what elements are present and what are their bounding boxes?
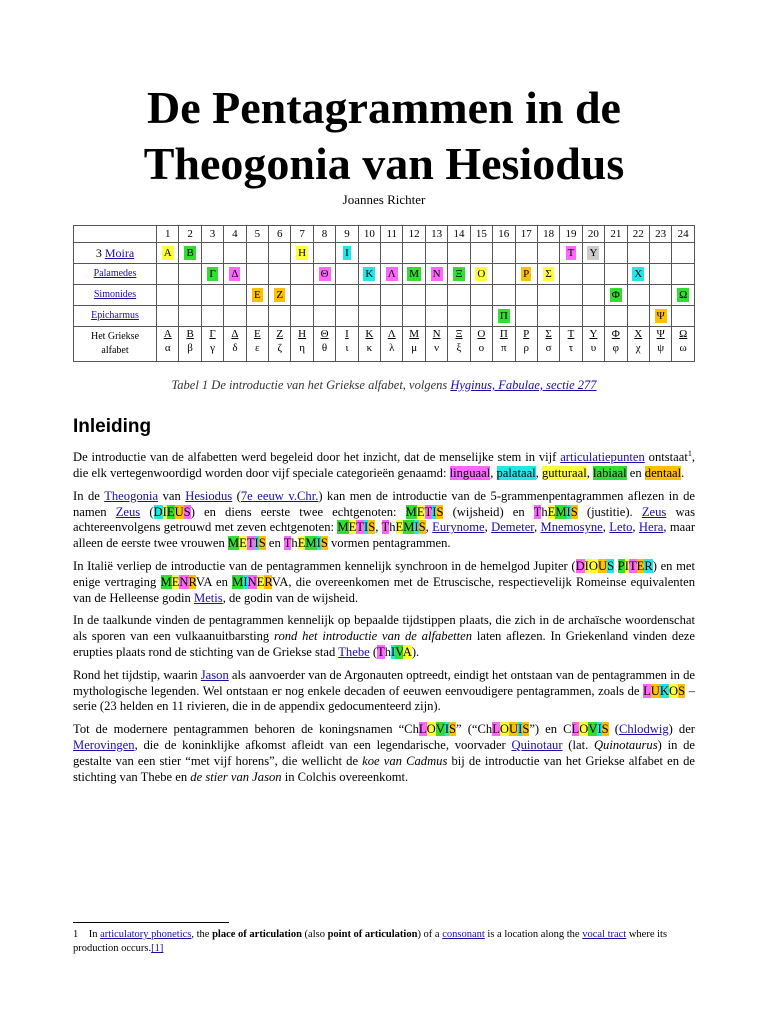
- greek-letter-cell: Ζ ζ: [269, 327, 291, 362]
- table-corner: [74, 226, 157, 243]
- moira-cell: [605, 243, 627, 264]
- col-number: 17: [515, 226, 537, 243]
- col-number: 1: [157, 226, 179, 243]
- epicharmus-cell: [224, 306, 246, 327]
- epicharmus-cell: [672, 306, 695, 327]
- col-number: 23: [649, 226, 671, 243]
- simonides-cell: [179, 285, 201, 306]
- alphabet-table: [73, 225, 695, 362]
- body-text: [73, 446, 695, 792]
- footnote-link-consonant[interactable]: consonant: [442, 929, 485, 940]
- simonides-cell: [560, 285, 582, 306]
- simonides-link[interactable]: Simonides: [93, 289, 137, 300]
- col-number: 13: [425, 226, 447, 243]
- chlodwig-link[interactable]: Chlodwig: [618, 722, 669, 737]
- table-row: [74, 243, 695, 264]
- greek-letter-cell: Θ θ: [313, 327, 335, 362]
- moira-cell: [649, 243, 671, 264]
- col-number: 12: [403, 226, 425, 243]
- eurynome-link[interactable]: Eurynome: [432, 520, 485, 535]
- row-label-epicharmus: [74, 306, 157, 327]
- palamedes-cell: Δ: [224, 264, 246, 285]
- paragraph: In Italië verliep de introductie van de pentagrammen kennelijk synchroon in de hemelgod Jupiter (DIOUS PITER) en met enige vertraging MENRVA en MINERVA, die overeenkomen met de Etruscische, respectievelijk Romeinse equivalenten van de Helleense godin Metis, de godin van de wijsheid.: [73, 558, 695, 605]
- epicharmus-cell: [448, 306, 470, 327]
- palamedes-cell: [157, 264, 179, 285]
- mnemosyne-link[interactable]: Mnemosyne: [540, 520, 603, 535]
- page-title: De Pentagrammen in de Theogonia van Hesiodus: [143, 82, 625, 189]
- epicharmus-cell: [246, 306, 268, 327]
- greek-letter-cell: Λ λ: [381, 327, 403, 362]
- theogonia-link[interactable]: Theogonia: [104, 488, 159, 503]
- palamedes-cell: [582, 264, 604, 285]
- palamedes-cell: [672, 264, 695, 285]
- epicharmus-cell: [470, 306, 492, 327]
- col-number: 11: [381, 226, 403, 243]
- epicharmus-cell: Π: [493, 306, 515, 327]
- simonides-cell: Φ: [605, 285, 627, 306]
- epicharmus-cell: [425, 306, 447, 327]
- epicharmus-link[interactable]: Epicharmus: [91, 310, 139, 321]
- col-number: 14: [448, 226, 470, 243]
- col-number: 5: [246, 226, 268, 243]
- col-number: 10: [358, 226, 380, 243]
- greek-letter-cell: Χ χ: [627, 327, 649, 362]
- col-number: 9: [336, 226, 358, 243]
- caption-link[interactable]: Hyginus, Fabulae, sectie 277: [450, 378, 597, 392]
- moira-cell: [425, 243, 447, 264]
- greek-letter-cell: Κ κ: [358, 327, 380, 362]
- greek-letter-cell: Γ γ: [201, 327, 223, 362]
- greek-letter-cell: Τ τ: [560, 327, 582, 362]
- moira-cell: [403, 243, 425, 264]
- quinotaur-link[interactable]: Quinotaur: [511, 737, 563, 752]
- footnote: 1 In articulatory phonetics, the place of articulation (also point of articulation) of a consonant is a location along the vocal tract where its production occurs.[1]: [73, 929, 668, 954]
- table-caption: Tabel 1 De introductie van het Griekse alfabet, volgens Hyginus, Fabulae, sectie 277: [171, 378, 597, 392]
- greek-letter-cell: Ι ι: [336, 327, 358, 362]
- paragraph: De introductie van de alfabetten werd begeleid door het inzicht, dat de menselijke stem in vijf articulatiepunten ontstaat$^1$, die elk vertegenwoordigd worden door vijf speciale categorieën genaamd: linguaal, palataal, gutturaal, labiaal en dentaal.: [73, 449, 695, 480]
- moira-cell: [515, 243, 537, 264]
- palamedes-cell: [246, 264, 268, 285]
- col-number: 7: [291, 226, 313, 243]
- palamedes-cell: [336, 264, 358, 285]
- moira-cell: [358, 243, 380, 264]
- paragraph: In de taalkunde vinden de pentagrammen kennelijk op bepaalde tijdstippen plaats, die zich in de archaïsche woordenschat als sporen van een vulkaanuitbarsting rond het introductie van de alfabetten laten aflezen. In Griekenland vinden deze erupties plaats rond de stichting van de Griekse stad Thebe (ThIVA).: [73, 613, 695, 659]
- palamedes-cell: Ο: [470, 264, 492, 285]
- articulatiepunten-link[interactable]: articulatiepunten: [560, 450, 645, 465]
- palamedes-cell: [649, 264, 671, 285]
- col-number: 4: [224, 226, 246, 243]
- simonides-cell: [157, 285, 179, 306]
- col-number: 8: [313, 226, 335, 243]
- zeus-link[interactable]: Zeus: [115, 504, 141, 519]
- palamedes-cell: Θ: [313, 264, 335, 285]
- palamedes-cell: Ρ: [515, 264, 537, 285]
- moira-cell: [246, 243, 268, 264]
- palamedes-cell: [291, 264, 313, 285]
- simonides-cell: [358, 285, 380, 306]
- zeus-link-2[interactable]: Zeus: [641, 504, 667, 519]
- paragraph: Rond het tijdstip, waarin Jason als aanvoerder van de Argonauten optreedt, eindigt het ontstaan van de pentagrammen in de mythologische legenden. Wel ontstaan er nog enkele decaden of eeuwen eenvoudigere pentagrammen, zoals de LUKOS – serie (23 helden en 11 rivieren, die in de appendix gedocumenteerd zijn).: [73, 667, 695, 714]
- col-number: 19: [560, 226, 582, 243]
- simonides-cell: [448, 285, 470, 306]
- epicharmus-cell: [515, 306, 537, 327]
- col-number: 16: [493, 226, 515, 243]
- epicharmus-cell: [403, 306, 425, 327]
- moira-cell: [269, 243, 291, 264]
- simonides-cell: [493, 285, 515, 306]
- epicharmus-cell: [605, 306, 627, 327]
- footnote-link-phonetics[interactable]: articulatory phonetics: [100, 929, 192, 940]
- col-number: 22: [627, 226, 649, 243]
- palamedes-link[interactable]: Palamedes: [93, 268, 137, 279]
- moira-cell: Τ: [560, 243, 582, 264]
- epicharmus-cell: [179, 306, 201, 327]
- greek-letter-cell: Β β: [179, 327, 201, 362]
- simonides-cell: Ε: [246, 285, 268, 306]
- author: Joannes Richter: [342, 192, 426, 207]
- greek-letter-cell: Ω ω: [672, 327, 695, 362]
- palamedes-cell: [493, 264, 515, 285]
- simonides-cell: [537, 285, 559, 306]
- epicharmus-cell: [627, 306, 649, 327]
- hesiodus-link[interactable]: Hesiodus: [185, 488, 233, 503]
- table-row: [74, 264, 695, 285]
- table-row: [74, 226, 695, 243]
- moira-cell: [381, 243, 403, 264]
- col-number: 6: [269, 226, 291, 243]
- col-number: 3: [201, 226, 223, 243]
- greek-letter-cell: Ν ν: [425, 327, 447, 362]
- simonides-cell: [224, 285, 246, 306]
- palamedes-cell: Λ: [381, 264, 403, 285]
- metis-link[interactable]: Metis: [194, 590, 223, 605]
- epicharmus-cell: [336, 306, 358, 327]
- footnote-link-ref[interactable]: [1]: [151, 943, 164, 954]
- simonides-cell: [649, 285, 671, 306]
- jason-link[interactable]: Jason: [200, 667, 229, 682]
- greek-letter-cell: Ρ ρ: [515, 327, 537, 362]
- simonides-cell: [627, 285, 649, 306]
- palamedes-cell: [605, 264, 627, 285]
- row-label-simonides: [74, 285, 157, 306]
- simonides-cell: [425, 285, 447, 306]
- greek-letter-cell: Ο ο: [470, 327, 492, 362]
- palamedes-cell: Χ: [627, 264, 649, 285]
- moira-cell: Ι: [336, 243, 358, 264]
- epicharmus-cell: [313, 306, 335, 327]
- paragraph: Tot de modernere pentagrammen behoren de koningsnamen “ChLOVIS” (“ChLOUIS”) en CLOVIS (Chlodwig) der Merovingen, die de koninklijke afkomst afleidt van een legendarische, voorvader Quinotaur (lat. Quinotaurus) in de gestalte van een stier “met vijf horens”, die wellicht de koe van Cadmus bij de introductie van het Griekse alfabet en de stichting van Thebe en de stier van Jason in Colchis overeenkomt.: [73, 722, 696, 784]
- col-number: 21: [605, 226, 627, 243]
- col-number: 15: [470, 226, 492, 243]
- greek-letter-cell: Σ σ: [537, 327, 559, 362]
- simonides-cell: [403, 285, 425, 306]
- greek-letter-cell: Δ δ: [224, 327, 246, 362]
- century-link[interactable]: 7e eeuw v.Chr.: [240, 488, 319, 503]
- greek-letter-cell: Ξ ξ: [448, 327, 470, 362]
- simonides-cell: [381, 285, 403, 306]
- moira-cell: [201, 243, 223, 264]
- greek-letter-cell: Ε ε: [246, 327, 268, 362]
- demeter-link[interactable]: Demeter: [491, 520, 534, 535]
- epicharmus-cell: [560, 306, 582, 327]
- palamedes-cell: Γ: [201, 264, 223, 285]
- epicharmus-cell: [582, 306, 604, 327]
- palamedes-cell: [179, 264, 201, 285]
- simonides-cell: [291, 285, 313, 306]
- col-number: 2: [179, 226, 201, 243]
- palamedes-cell: Ν: [425, 264, 447, 285]
- epicharmus-cell: [537, 306, 559, 327]
- epicharmus-cell: [358, 306, 380, 327]
- simonides-cell: [336, 285, 358, 306]
- simonides-cell: [582, 285, 604, 306]
- moira-cell: [470, 243, 492, 264]
- merovingen-link[interactable]: Merovingen: [73, 737, 135, 752]
- epicharmus-cell: [157, 306, 179, 327]
- simonides-cell: Ω: [672, 285, 695, 306]
- simonides-cell: [515, 285, 537, 306]
- greek-letter-cell: Η η: [291, 327, 313, 362]
- leto-link[interactable]: Leto: [609, 520, 633, 535]
- table-row: [74, 327, 695, 362]
- epicharmus-cell: Ψ: [649, 306, 671, 327]
- col-number: 18: [537, 226, 559, 243]
- moira-cell: Η: [291, 243, 313, 264]
- moira-cell: [537, 243, 559, 264]
- hera-link[interactable]: Hera: [638, 520, 664, 535]
- palamedes-cell: [560, 264, 582, 285]
- palamedes-cell: Μ: [403, 264, 425, 285]
- simonides-cell: [470, 285, 492, 306]
- col-number: 20: [582, 226, 604, 243]
- moira-cell: [448, 243, 470, 264]
- table-row: [74, 306, 695, 327]
- epicharmus-cell: [381, 306, 403, 327]
- table-row: [74, 285, 695, 306]
- moira-cell: [627, 243, 649, 264]
- moira-cell: [672, 243, 695, 264]
- footnote-separator: [73, 922, 229, 923]
- moira-link[interactable]: Moira: [104, 246, 135, 260]
- greek-letter-cell: Μ μ: [403, 327, 425, 362]
- moira-cell: [493, 243, 515, 264]
- greek-letter-cell: Π π: [493, 327, 515, 362]
- simonides-cell: [201, 285, 223, 306]
- footnote-link-vocal-tract[interactable]: vocal tract: [582, 929, 627, 940]
- greek-letter-cell: Φ φ: [605, 327, 627, 362]
- palamedes-cell: Ξ: [448, 264, 470, 285]
- section-heading: Inleiding: [73, 416, 152, 437]
- greek-letter-cell: Α α: [157, 327, 179, 362]
- epicharmus-cell: [201, 306, 223, 327]
- moira-cell: Υ: [582, 243, 604, 264]
- simonides-cell: Ζ: [269, 285, 291, 306]
- moira-cell: [224, 243, 246, 264]
- simonides-cell: [313, 285, 335, 306]
- moira-cell: Α: [157, 243, 179, 264]
- palamedes-cell: Σ: [537, 264, 559, 285]
- epicharmus-cell: [269, 306, 291, 327]
- epicharmus-cell: [291, 306, 313, 327]
- greek-letter-cell: Υ υ: [582, 327, 604, 362]
- paragraph: In de Theogonia van Hesiodus (7e eeuw v.Chr.) kan men de introductie van de 5-grammenpentagrammen aflezen in de namen Zeus (DIEUS) en diens eerste twee echtgenoten: METIS (wijsheid) en ThEMIS (justitie). Zeus was achtereenvolgens getrouwd met zeven echtgenoten: METIS, ThEMIS, Eurynome, Demeter, Mnemosyne, Leto, Hera, maar alleen de eerste twee vrouwen METIS en ThEMIS vormen pentagrammen.: [73, 488, 696, 551]
- palamedes-cell: [269, 264, 291, 285]
- row-label-moira: 3 Moira: [74, 243, 157, 264]
- thebe-link[interactable]: Thebe: [338, 644, 370, 659]
- greek-letter-cell: Ψ ψ: [649, 327, 671, 362]
- row-label-palamedes: [74, 264, 157, 285]
- moira-cell: Β: [179, 243, 201, 264]
- palamedes-cell: Κ: [358, 264, 380, 285]
- row-label-greek: Het Griekse alfabet: [74, 327, 157, 362]
- col-number: 24: [672, 226, 695, 243]
- moira-cell: [313, 243, 335, 264]
